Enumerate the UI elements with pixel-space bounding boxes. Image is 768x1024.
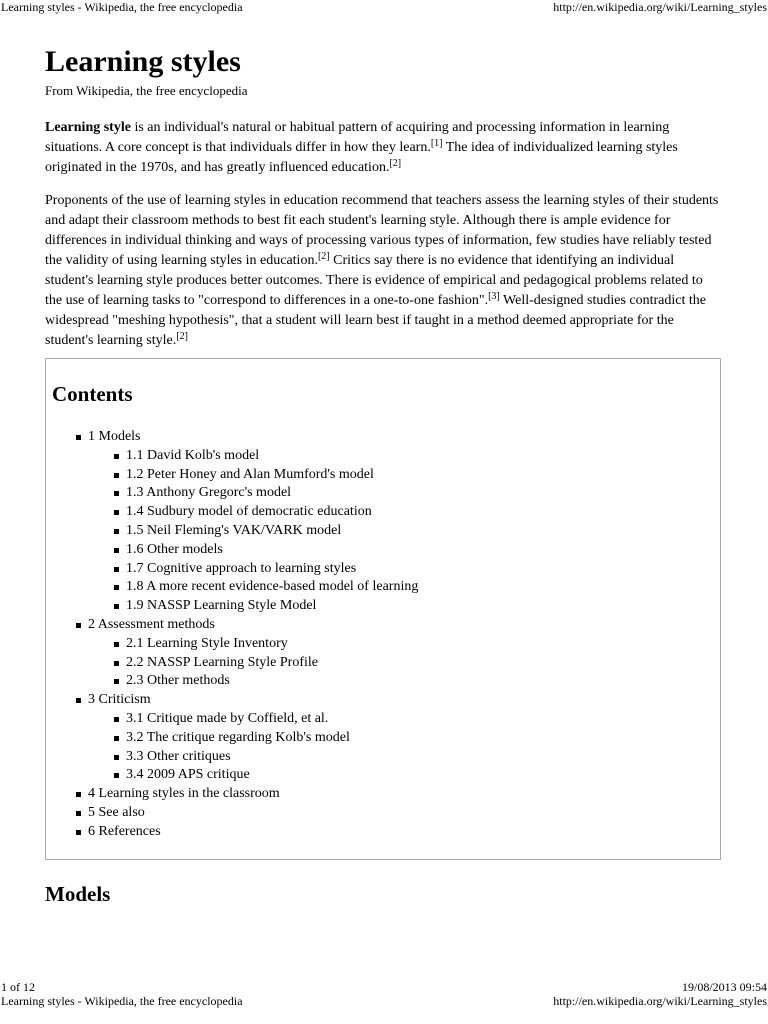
page-count: 1 of 12 bbox=[1, 980, 35, 994]
bullet-icon bbox=[76, 811, 81, 816]
toc-item[interactable] bbox=[46, 484, 418, 503]
reference-link-3[interactable]: [3] bbox=[488, 291, 500, 302]
bullet-icon bbox=[114, 510, 119, 515]
toc-item[interactable] bbox=[46, 766, 418, 785]
second-text-2: Critics say there is no evidence that identifying an individual student's learning style produces better outcomes. There is evidence of empirical and pedagogical problems related to the use of learning tasks to "correspond to differences in a one-to-one fashion". bbox=[45, 253, 703, 308]
toc-item[interactable] bbox=[46, 635, 418, 654]
toc-link[interactable]: 1.4 Sudbury model of democratic education bbox=[126, 504, 372, 520]
toc-link[interactable]: 1.2 Peter Honey and Alan Mumford's model bbox=[126, 466, 374, 482]
second-text-1: Proponents of the use of learning styles in education recommend that teachers assess the learning styles of their students and adapt their classroom methods to best fit each student's learning style. Although there is ample evidence for differences in individual thinking and ways of processing various types of information, few studies have reliably tested the validity of using learning styles in education. bbox=[45, 193, 719, 268]
bullet-icon bbox=[114, 736, 119, 741]
site-tagline: From Wikipedia, the free encyclopedia bbox=[45, 83, 248, 98]
reference-link-2b[interactable]: [2] bbox=[317, 251, 330, 262]
bullet-icon bbox=[114, 773, 119, 778]
toc-link[interactable]: 4 Learning styles in the classroom bbox=[88, 786, 280, 802]
bullet-icon bbox=[76, 435, 81, 440]
toc-item[interactable] bbox=[46, 597, 418, 616]
bullet-icon bbox=[114, 717, 119, 722]
second-paragraph bbox=[45, 191, 723, 351]
article-content bbox=[45, 44, 723, 351]
toc-item[interactable] bbox=[46, 654, 418, 673]
toc-link[interactable]: 3.3 Other critiques bbox=[126, 748, 231, 764]
reference-link-2[interactable]: [2] bbox=[389, 158, 402, 169]
toc-item[interactable] bbox=[46, 710, 418, 729]
table-of-contents bbox=[45, 358, 721, 860]
toc-item[interactable] bbox=[46, 748, 418, 767]
bullet-icon bbox=[114, 473, 119, 478]
print-footer bbox=[0, 994, 768, 1008]
toc-link[interactable]: 1.5 Neil Fleming's VAK/VARK model bbox=[126, 522, 342, 538]
bullet-icon bbox=[114, 491, 119, 496]
toc-link[interactable]: 2.2 NASSP Learning Style Profile bbox=[126, 654, 318, 670]
print-header-url: http://en.wikipedia.org/wiki/Learning_styles bbox=[553, 0, 767, 14]
print-footer-url: http://en.wikipedia.org/wiki/Learning_styles bbox=[553, 994, 767, 1008]
bullet-icon bbox=[76, 830, 81, 835]
toc-title: Contents bbox=[52, 382, 133, 406]
toc-item[interactable] bbox=[46, 672, 418, 691]
bullet-icon bbox=[114, 755, 119, 760]
bullet-icon bbox=[76, 698, 81, 703]
print-timestamp: 19/08/2013 09:54 bbox=[681, 980, 767, 994]
toc-item[interactable] bbox=[46, 804, 418, 823]
bullet-icon bbox=[114, 567, 119, 572]
toc-link[interactable]: 3.1 Critique made by Coffield, et al. bbox=[126, 710, 329, 726]
toc-link[interactable]: 1.7 Cognitive approach to learning styles bbox=[126, 560, 357, 576]
print-header-title: Learning styles - Wikipedia, the free encyclopedia bbox=[1, 0, 243, 14]
page-title: Learning styles bbox=[45, 45, 241, 78]
toc-link[interactable]: 5 See also bbox=[88, 804, 145, 820]
bullet-icon bbox=[76, 792, 81, 797]
bullet-icon bbox=[114, 454, 119, 459]
intro-bold-term: Learning style bbox=[45, 120, 131, 135]
bullet-icon bbox=[114, 679, 119, 684]
section-heading-models: Models bbox=[45, 882, 111, 906]
toc-link[interactable]: 3 Criticism bbox=[88, 692, 151, 708]
bullet-icon bbox=[76, 623, 81, 628]
bullet-icon bbox=[114, 529, 119, 534]
toc-list bbox=[46, 428, 418, 842]
toc-item[interactable] bbox=[46, 447, 418, 466]
bullet-icon bbox=[114, 604, 119, 609]
toc-item[interactable] bbox=[46, 541, 418, 560]
print-footer-page bbox=[0, 980, 768, 994]
toc-item[interactable] bbox=[46, 522, 418, 541]
toc-link[interactable]: 1.3 Anthony Gregorc's model bbox=[126, 485, 292, 501]
bullet-icon bbox=[114, 642, 119, 647]
toc-link[interactable]: 1 Models bbox=[88, 429, 141, 444]
toc-link[interactable]: 6 References bbox=[88, 823, 161, 839]
toc-link[interactable]: 2.1 Learning Style Inventory bbox=[126, 635, 288, 651]
toc-link[interactable]: 1.1 David Kolb's model bbox=[126, 447, 260, 463]
toc-link[interactable]: 1.8 A more recent evidence-based model of learning bbox=[126, 579, 419, 595]
reference-link-1[interactable]: [1] bbox=[430, 138, 443, 149]
bullet-icon bbox=[114, 661, 119, 666]
toc-item[interactable] bbox=[46, 503, 418, 522]
toc-item[interactable] bbox=[46, 428, 418, 447]
bullet-icon bbox=[114, 585, 119, 590]
toc-item[interactable] bbox=[46, 466, 418, 485]
toc-item[interactable] bbox=[46, 578, 418, 597]
toc-item[interactable] bbox=[46, 560, 418, 579]
toc-link[interactable]: 1.9 NASSP Learning Style Model bbox=[126, 598, 317, 614]
toc-item[interactable] bbox=[46, 823, 418, 842]
toc-link[interactable]: 1.6 Other models bbox=[126, 541, 223, 557]
toc-item[interactable] bbox=[46, 691, 418, 710]
intro-text-2: The idea of individualized learning styles originated in the 1970s, and has greatly influenced education. bbox=[45, 140, 678, 175]
print-footer-title: Learning styles - Wikipedia, the free encyclopedia bbox=[1, 994, 243, 1008]
toc-item[interactable] bbox=[46, 785, 418, 804]
second-text-3: Well-designed studies contradict the widespread "meshing hypothesis", that a student will learn best if taught in a method deemed appropriate for the student's learning style. bbox=[45, 293, 706, 348]
intro-paragraph bbox=[45, 118, 723, 178]
print-header bbox=[0, 0, 768, 14]
reference-link-2c[interactable]: [2] bbox=[176, 331, 188, 342]
bullet-icon bbox=[114, 548, 119, 553]
toc-link[interactable]: 2.3 Other methods bbox=[126, 673, 230, 689]
toc-item[interactable] bbox=[46, 616, 418, 635]
toc-link[interactable]: 3.2 The critique regarding Kolb's model bbox=[126, 729, 350, 745]
toc-item[interactable] bbox=[46, 729, 418, 748]
toc-link[interactable]: 2 Assessment methods bbox=[88, 616, 215, 632]
toc-link[interactable]: 3.4 2009 APS critique bbox=[126, 767, 250, 783]
intro-text-1: is an individual's natural or habitual pattern of acquiring and processing information in learning situations. A core concept is that individuals differ in how they learn. bbox=[45, 120, 670, 155]
